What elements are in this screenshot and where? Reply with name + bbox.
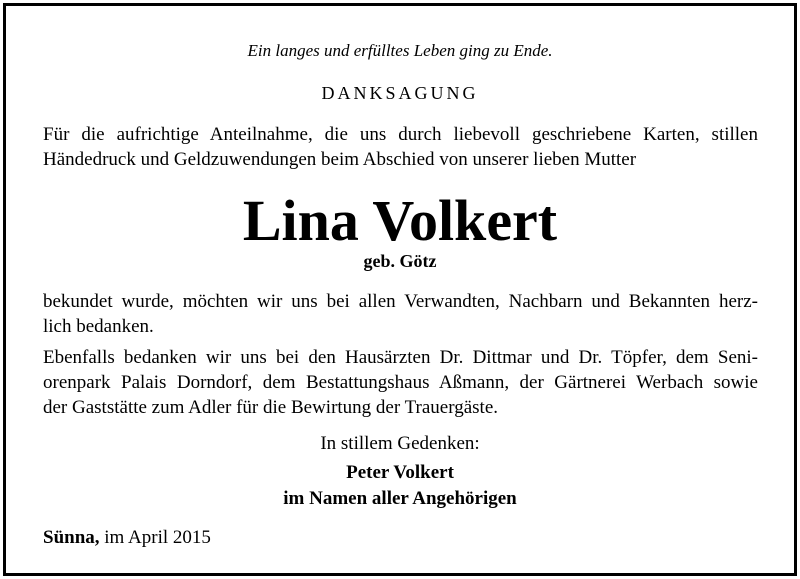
motto: Ein langes und erfülltes Leben ging zu Ende. xyxy=(247,41,553,60)
deceased-name: Lina Volkert xyxy=(242,188,558,253)
date: im April 2015 xyxy=(104,527,211,548)
thanks-paragraph-continued xyxy=(43,316,154,338)
intro-line-1: Für die aufrichtige Anteilnahme, die uns durch liebevoll geschriebene Karten, stillen xyxy=(43,124,758,145)
signatory-note: im Namen aller Angehörigen xyxy=(283,488,517,509)
heading: DANKSAGUNG xyxy=(321,83,479,103)
additional-paragraph-line-2 xyxy=(43,372,758,394)
place-date xyxy=(43,527,211,549)
thanks-paragraph xyxy=(43,291,758,313)
birth-name: geb. Götz xyxy=(363,251,437,271)
additional-line-1: Ebenfalls bedanken wir uns bei den Hausärzten Dr. Dittmar und Dr. Töpfer, dem Seni- xyxy=(43,347,758,368)
additional-paragraph-line-3 xyxy=(43,397,498,419)
thanks-line-1: bekundet wurde, möchten wir uns bei allen Verwandten, Nachbarn und Bekannten herz- xyxy=(43,291,758,312)
closing-phrase: In stillem Gedenken: xyxy=(320,433,480,454)
signatory-name: Peter Volkert xyxy=(346,462,454,483)
intro-paragraph-continued xyxy=(43,149,636,171)
thanks-line-2: lich bedanken. xyxy=(43,316,154,337)
additional-paragraph xyxy=(43,347,758,369)
intro-paragraph xyxy=(43,124,758,146)
place: Sünna, xyxy=(43,527,100,548)
additional-line-3: der Gaststätte zum Adler für die Bewirtung der Trauergäste. xyxy=(43,397,499,418)
additional-line-2: orenpark Palais Dorndorf, dem Bestattungshaus Aßmann, der Gärtnerei Werbach sowie xyxy=(43,372,758,393)
obituary-frame xyxy=(3,3,797,576)
intro-line-2: Händedruck und Geldzuwendungen beim Abschied von unserer lieben Mutter xyxy=(43,149,637,170)
